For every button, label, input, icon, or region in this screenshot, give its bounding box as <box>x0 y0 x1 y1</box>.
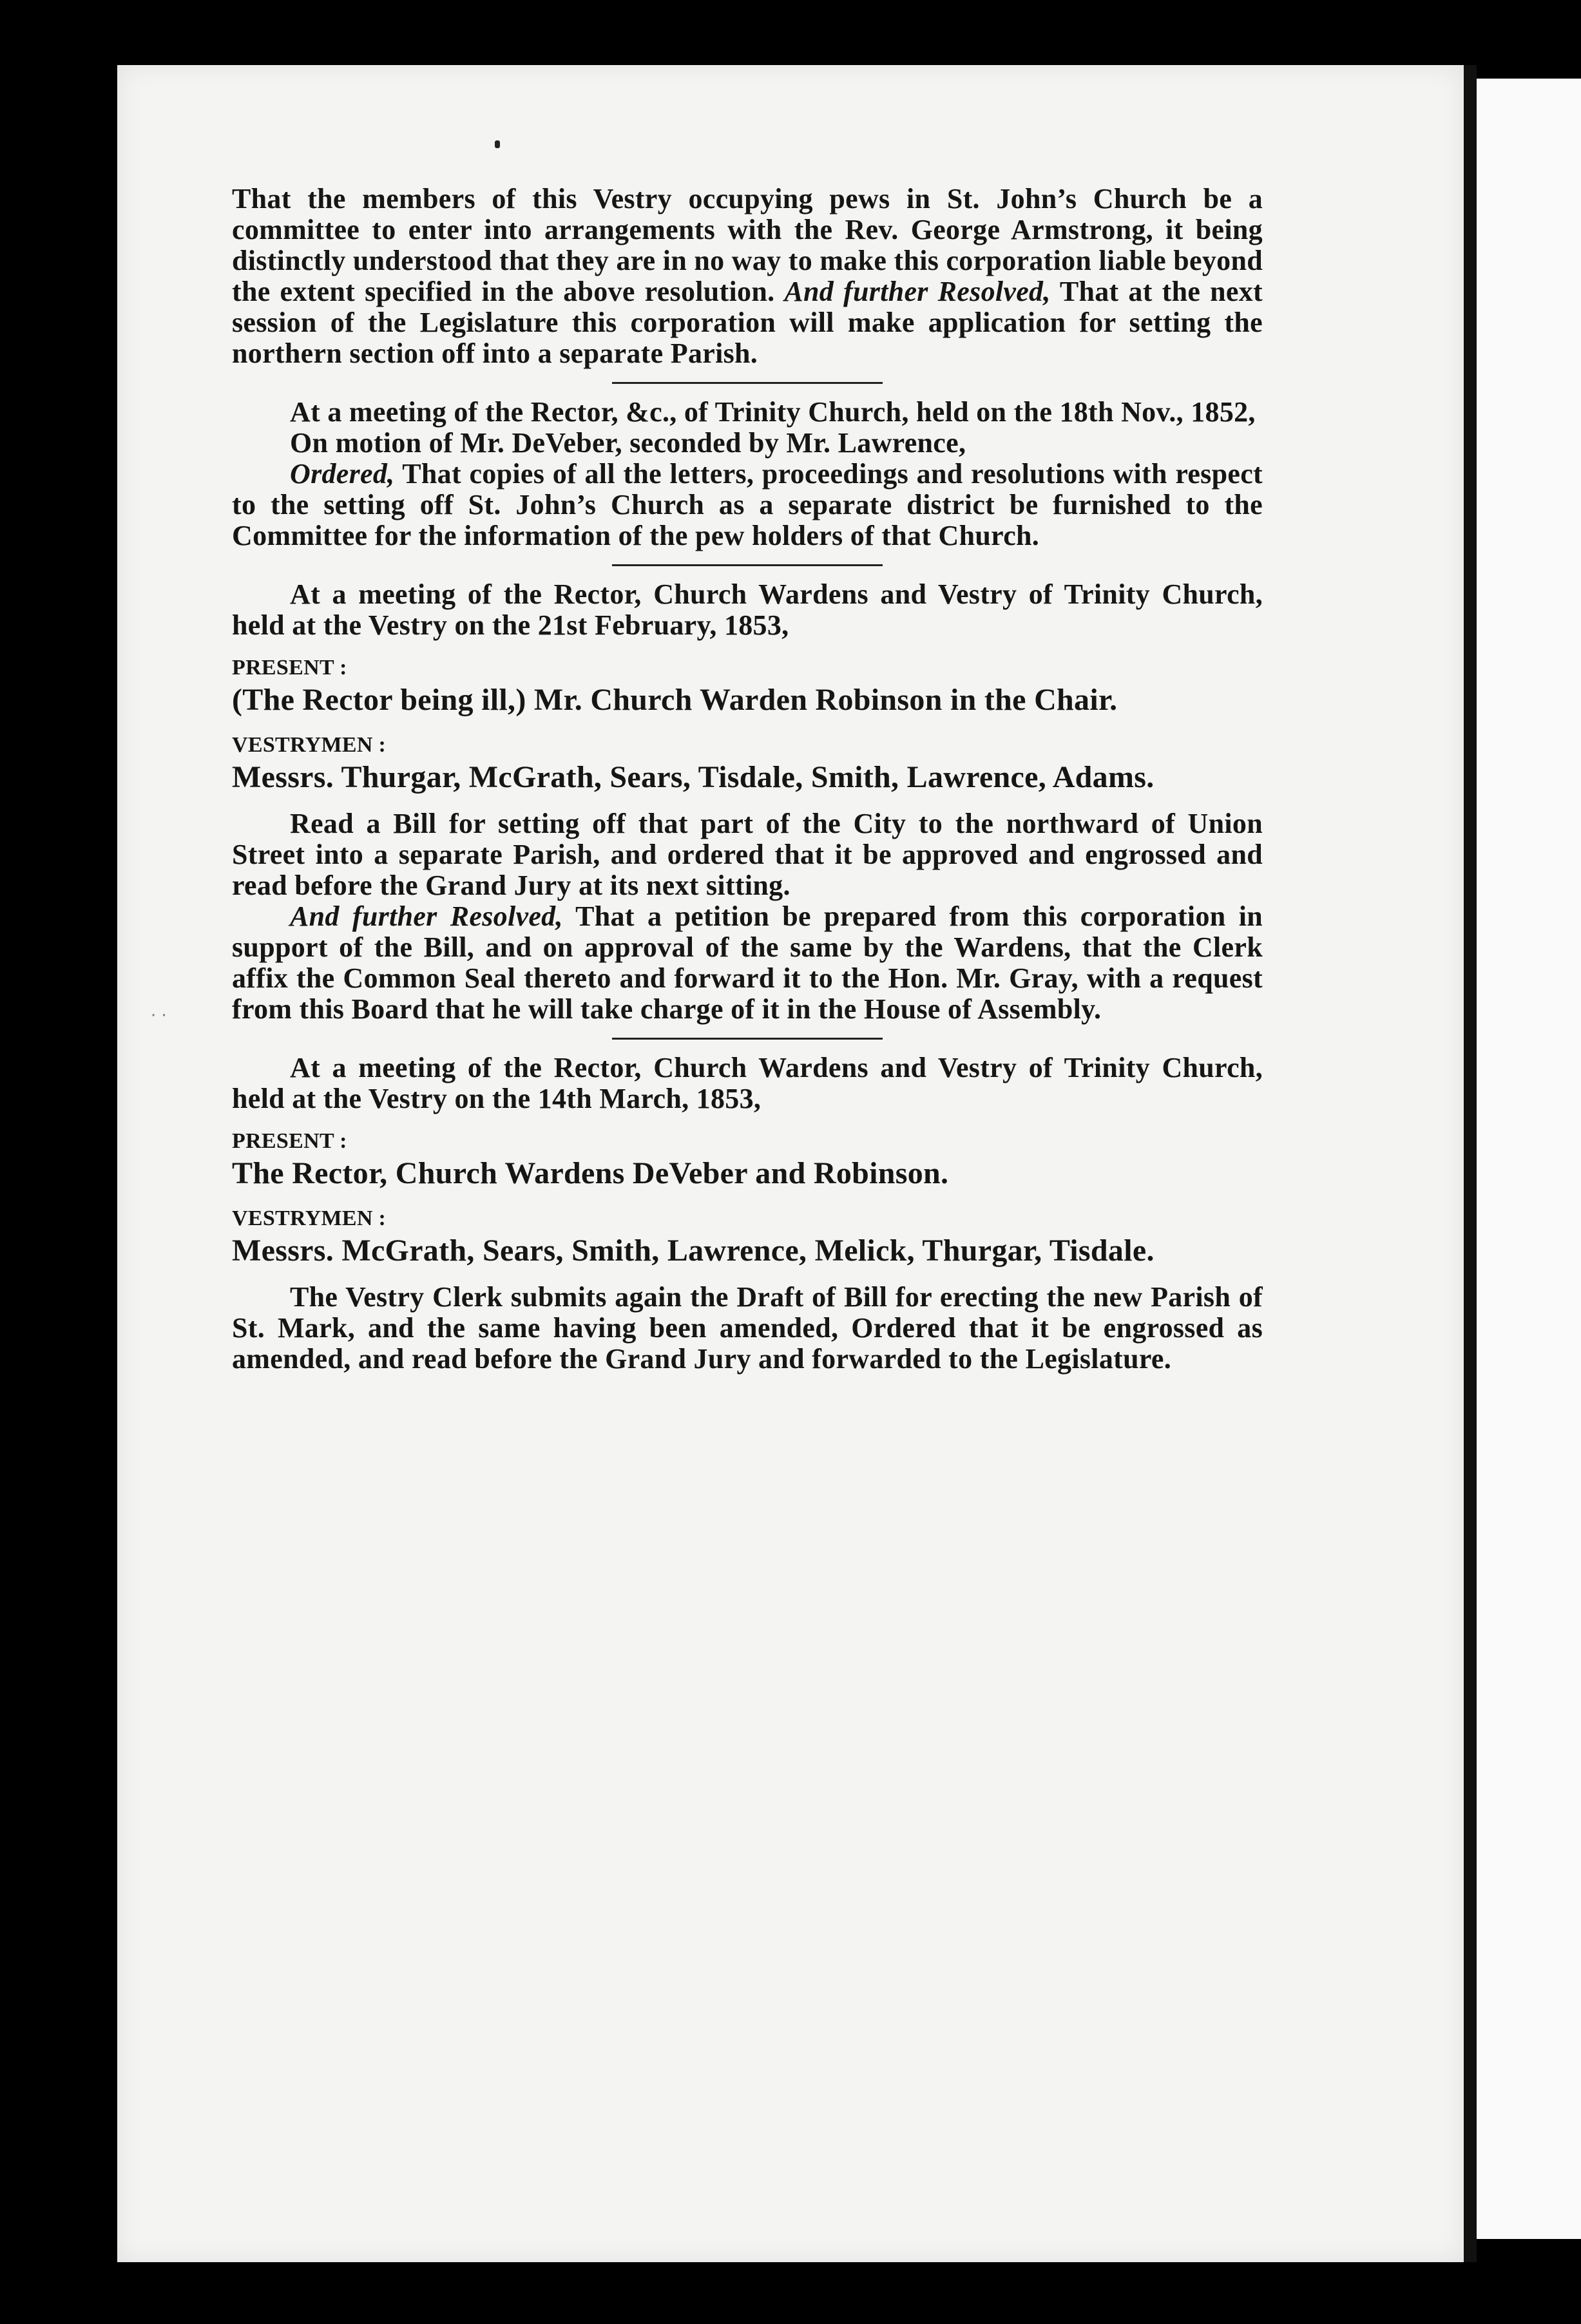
present-label: PRESENT : <box>232 1129 347 1153</box>
meeting-2-vestrymen: Messrs. Thurgar, McGrath, Sears, Tisdale, Smith, Lawrence, Adams. <box>232 760 1155 794</box>
adjacent-page-edge <box>1477 79 1581 2239</box>
ink-mark <box>495 140 500 148</box>
page-gutter <box>1464 65 1477 2262</box>
document-text <box>232 184 1263 1375</box>
meeting-2-bill: Read a Bill for setting off that part of the City to the northward of Union Street into a separate Parish, and ordered that it be approved and engrossed and read before the Grand Jury at its next sitting. <box>232 808 1263 901</box>
vestrymen-label: VESTRYMEN : <box>232 733 387 757</box>
meeting-1-intro: At a meeting of the Rector, &c., of Trinity Church, held on the 18th Nov., 1852, <box>290 396 1256 428</box>
paragraph-committee <box>232 184 1263 369</box>
meeting-3-present: The Rector, Church Wardens DeVeber and Robinson. <box>232 1156 949 1190</box>
meeting-2-resolved <box>232 901 1263 1025</box>
paragraph-committee-text: That the members of this Vestry occupying pews in St. John’s Church be a committee to enter into arrangements with the Rev. George Armstrong, it being distinctly understood that they are in no way to make this corporation liable beyond the extent specified in the above resolution. <box>232 183 1263 307</box>
present-label: PRESENT : <box>232 656 347 680</box>
ordered-italic: Ordered, <box>290 458 395 490</box>
resolved-italic: And further Resolved, <box>784 276 1051 307</box>
meeting-3-intro: At a meeting of the Rector, Church Wardens and Vestry of Trinity Church, held at the Vestry on the 14th March, 1853, <box>232 1052 1263 1114</box>
meeting-3-vestrymen: Messrs. McGrath, Sears, Smith, Lawrence, Melick, Thurgar, Tisdale. <box>232 1233 1155 1268</box>
meeting-3-draft: The Vestry Clerk submits again the Draft of Bill for erecting the new Parish of St. Mark, and the same having been amended, Ordered that it be engrossed as amended, and read before the Grand Jury and forwarded to the Legislature. <box>232 1281 1263 1375</box>
meeting-2-intro: At a meeting of the Rector, Church Wardens and Vestry of Trinity Church, held at the Vestry on the 21st February, 1853, <box>232 578 1263 641</box>
paragraph-committee-end: That at the next session of the Legislature this corporation will make application for setting the northern section off into a separate Parish. <box>232 276 1263 369</box>
meeting-1-ordered-text: That copies of all the letters, proceedings and resolutions with respect to the setting off St. John’s Church as a separate district be furnished to the Committee for the information of the pew holders of that Church. <box>232 458 1263 551</box>
meeting-1-ordered <box>232 459 1263 551</box>
meeting-2-resolved-text: That a petition be prepared from this corporation in support of the Bill, and on approval of the same by the Wardens, that the Clerk affix the Common Seal thereto and forward it to the Hon. Mr. Gray, with a request from this Board that he will take charge of it in the House of Assembly. <box>232 900 1263 1025</box>
vestrymen-label: VESTRYMEN : <box>232 1206 387 1230</box>
meeting-2-present: (The Rector being ill,) Mr. Church Warden Robinson in the Chair. <box>232 683 1118 717</box>
meeting-1-motion: On motion of Mr. DeVeber, seconded by Mr. Lawrence, <box>290 427 966 459</box>
ink-specks: · · <box>151 1006 167 1025</box>
resolved-italic: And further Resolved, <box>290 900 563 932</box>
